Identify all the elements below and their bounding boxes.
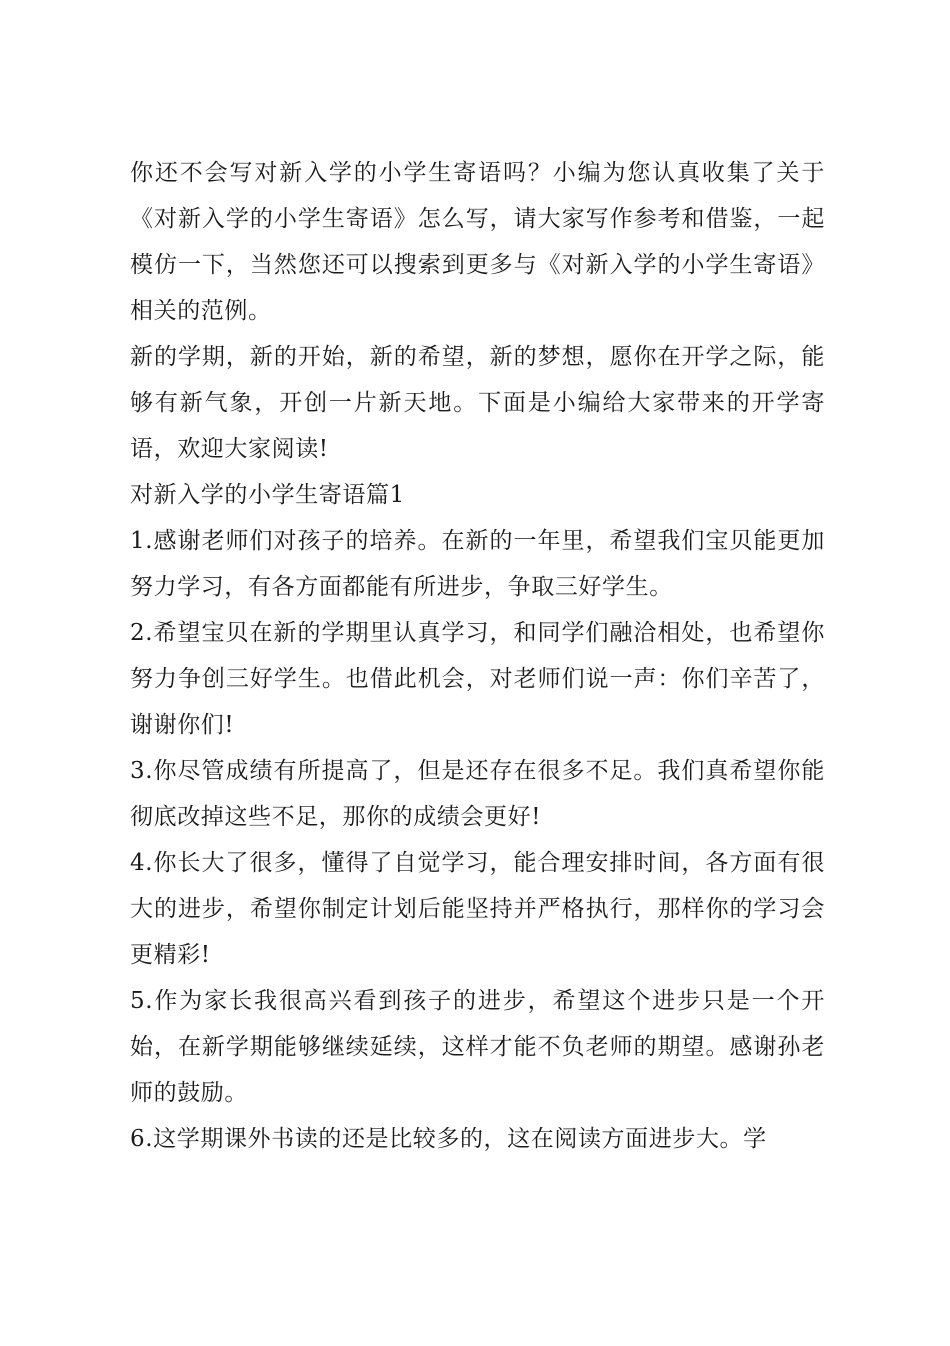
document-body [130, 150, 825, 1162]
list-item: 3.你尽管成绩有所提高了，但是还存在很多不足。我们真希望你能彻底改掉这些不足，那你的成绩会更好! [130, 758, 825, 830]
section-heading: 对新入学的小学生寄语篇1 [130, 482, 405, 508]
list-item: 4.你长大了很多，懂得了自觉学习，能合理安排时间，各方面有很大的进步，希望你制定计划后能坚持并严格执行，那样你的学习会更精彩! [130, 850, 825, 968]
list-item: 2.希望宝贝在新的学期里认真学习，和同学们融洽相处，也希望你努力争创三好学生。也借此机会，对老师们说一声：你们辛苦了，谢谢你们! [130, 620, 825, 738]
list-item: 5.作为家长我很高兴看到孩子的进步，希望这个进步只是一个开始，在新学期能够继续延续，这样才能不负老师的期望。感谢孙老师的鼓励。 [130, 988, 825, 1106]
list-item: 1.感谢老师们对孩子的培养。在新的一年里，希望我们宝贝能更加努力学习，有各方面都能有所进步，争取三好学生。 [130, 528, 825, 600]
list-item: 6.这学期课外书读的还是比较多的，这在阅读方面进步大。学 [130, 1126, 767, 1152]
intro-paragraph: 新的学期，新的开始，新的希望，新的梦想，愿你在开学之际，能够有新气象，开创一片新天地。下面是小编给大家带来的开学寄语，欢迎大家阅读! [130, 344, 825, 462]
intro-paragraph: 你还不会写对新入学的小学生寄语吗？小编为您认真收集了关于《对新入学的小学生寄语》怎么写，请大家写作参考和借鉴，一起模仿一下，当然您还可以搜索到更多与《对新入学的小学生寄语》相关的范例。 [130, 160, 825, 324]
